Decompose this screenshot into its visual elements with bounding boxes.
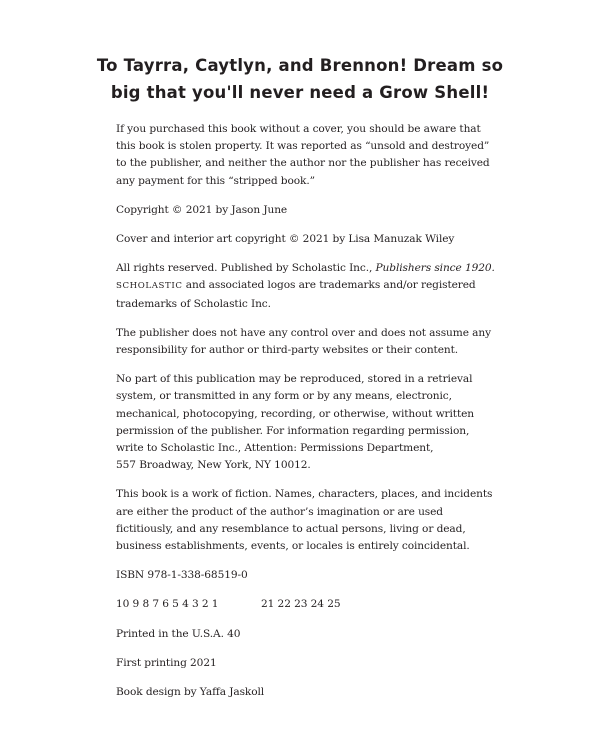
text-line — [116, 260, 496, 277]
dedication-line-2: big that you'll never need a Grow Shell! — [110, 83, 490, 102]
text-line: to the publisher, and neither the author nor the publisher has received — [116, 157, 490, 170]
copyright-text-block — [116, 121, 496, 713]
text-line: mechanical, photocopying, recording, or otherwise, without written — [116, 407, 474, 420]
rights-text: and associated logos are trademarks and/or registered — [182, 279, 476, 292]
year-numbers: 21 22 23 24 25 — [261, 598, 341, 611]
scholastic-wordmark: SCHOLASTIC — [116, 281, 183, 292]
rights-text: All rights reserved. Published by Scholastic Inc., — [116, 262, 376, 275]
text-line: any payment for this “stripped book.” — [116, 174, 315, 187]
printed-in-line: Printed in the U.S.A. 40 — [116, 627, 241, 640]
text-line: business establishments, events, or locales is entirely coincidental. — [116, 540, 470, 553]
text-line — [116, 277, 496, 295]
book-design-credit: Book design by Yaffa Jaskoll — [116, 686, 265, 699]
dedication — [60, 52, 540, 106]
copyright-line: Copyright © 2021 by Jason June — [116, 203, 288, 216]
text-line: responsibility for author or third-party websites or their content. — [116, 344, 459, 357]
printing-line — [116, 596, 496, 613]
text-line: trademarks of Scholastic Inc. — [116, 297, 271, 310]
text-line: this book is stolen property. It was reported as “unsold and destroyed” — [116, 140, 490, 153]
text-line: permission of the publisher. For information regarding permission, — [116, 424, 470, 437]
rights-statement — [116, 260, 496, 313]
art-copyright-line: Cover and interior art copyright © 2021 by Lisa Manuzak Wiley — [116, 233, 455, 246]
text-line: The publisher does not have any control over and does not assume any — [116, 326, 491, 339]
text-line: If you purchased this book without a cover, you should be aware that — [116, 123, 481, 135]
fiction-disclaimer — [116, 486, 496, 555]
text-line: This book is a work of fiction. Names, characters, places, and incidents — [116, 488, 493, 501]
dedication-line-1: To Tayrra, Caytlyn, and Brennon! Dream so — [96, 56, 504, 75]
publisher-tagline: Publishers since 1920. — [375, 262, 495, 275]
text-line: system, or transmitted in any form or by any means, electronic, — [116, 390, 452, 403]
text-line: fictitiously, and any resemblance to actual persons, living or dead, — [116, 522, 466, 535]
text-line: 557 Broadway, New York, NY 10012. — [116, 459, 311, 472]
isbn-line: ISBN 978-1-338-68519-0 — [116, 569, 248, 582]
publisher-control-notice — [116, 325, 496, 359]
text-line: are either the product of the author’s imagination or are used — [116, 505, 443, 518]
printing-numbers: 10 9 8 7 6 5 4 3 2 1 — [116, 598, 219, 611]
reproduction-notice — [116, 371, 496, 474]
stripped-book-notice — [116, 121, 496, 190]
text-line: No part of this publication may be reproduced, stored in a retrieval — [116, 373, 473, 386]
text-line: write to Scholastic Inc., Attention: Permissions Department, — [116, 442, 434, 455]
first-printing-line: First printing 2021 — [116, 656, 217, 669]
